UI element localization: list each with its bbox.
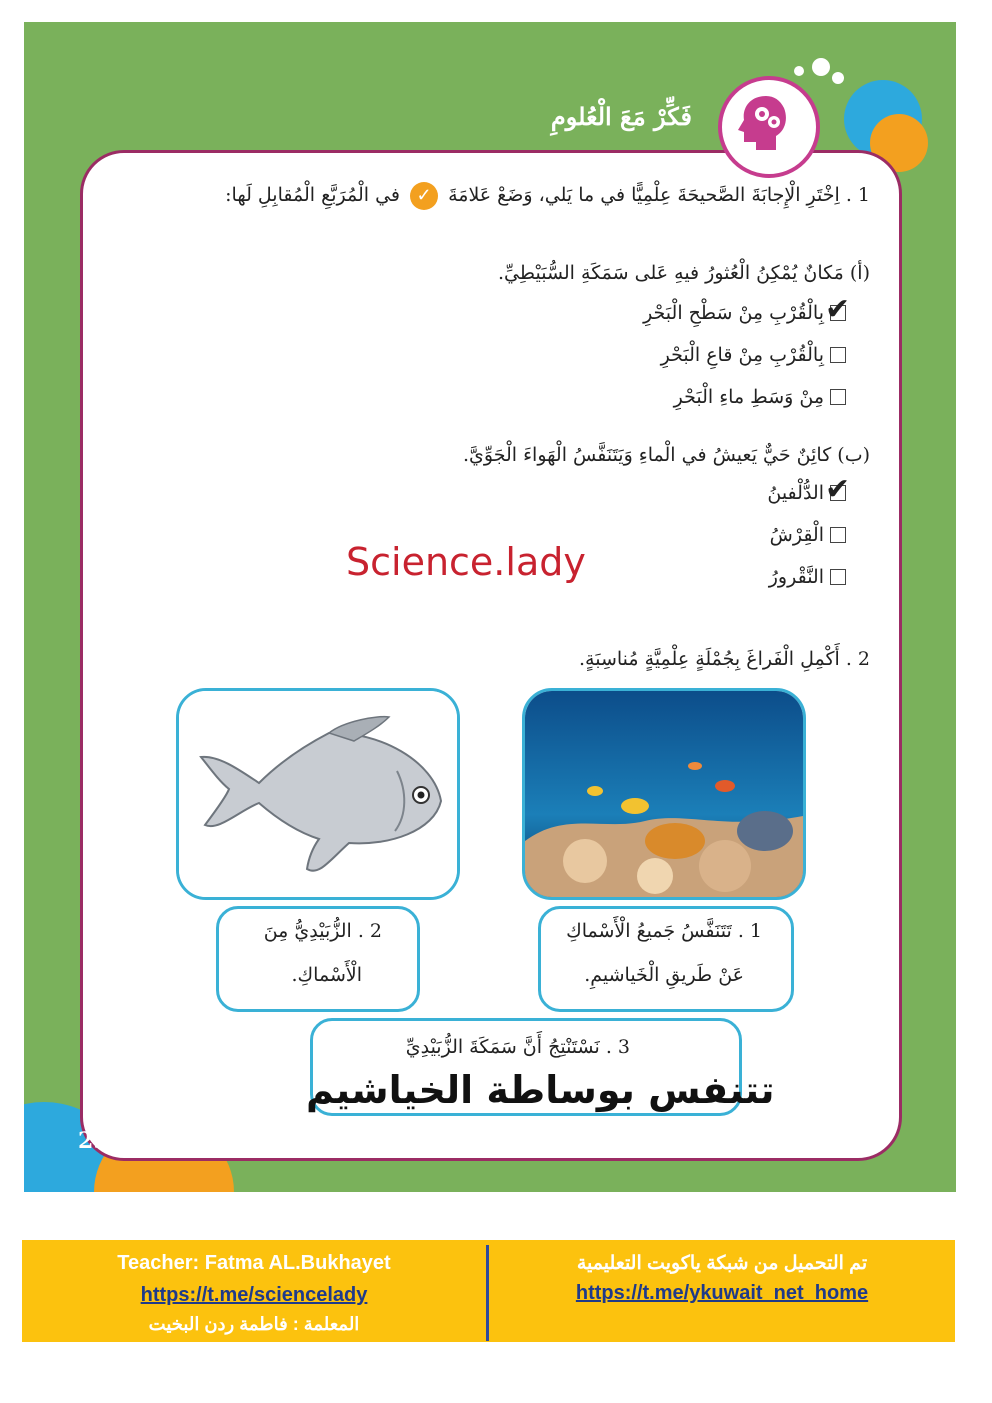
handwritten-check-icon: ✔ (825, 292, 851, 327)
answer-box-1-line1: 1 . تَتَنَفَّسُ جَميعُ الْأَسْماكِ (566, 920, 762, 942)
q1a-option-3[interactable] (674, 386, 846, 408)
checkbox[interactable] (830, 569, 846, 585)
option-label: مِنْ وَسَطِ ماءِ الْبَحْرِ (673, 386, 824, 408)
answer-box-2-line1: 2 . الزُّبَيْدِيُّ مِنَ (263, 920, 382, 942)
q2-prompt: 2 . أَكْمِلِ الْفَراغَ بِجُمْلَةٍ عِلْمِيَّةٍ مُناسِبَةٍ. (579, 648, 870, 670)
checkbox[interactable] (830, 389, 846, 405)
pomfret-fish-photo (176, 688, 460, 900)
teacher-telegram-link[interactable]: https://t.me/sciencelady (140, 1284, 368, 1306)
page-number: 25 (78, 1128, 109, 1154)
deco-bubble-white-1 (812, 58, 830, 76)
reef-fish-icon (525, 691, 803, 897)
q1b-option-3[interactable] (769, 566, 846, 588)
ykuwait-telegram-link[interactable]: https://t.me/ykuwait_net_home (575, 1282, 869, 1304)
q1-prompt-part2: في الْمُرَبَّعِ الْمُقابِلِ لَها: (225, 184, 400, 206)
deco-bubble-white-3 (794, 66, 804, 76)
download-source-text: تم التحميل من شبكة ياكويت التعليمية (576, 1253, 868, 1274)
option-label: بِالْقُرْبِ مِنْ سَطْحِ الْبَحْرِ (643, 302, 824, 324)
checkbox[interactable] (825, 292, 851, 327)
q1a-stem: (أ) مَكانٌ يُمْكِنُ الْعُثورُ فيهِ عَلى سَمَكَةِ السُّبَيْطِيِّ. (498, 262, 870, 284)
answer-box-2-line2: الْأَسْماكِ. (291, 964, 362, 986)
option-label: النَّقْرورُ (768, 566, 824, 588)
option-label: الدُّلْفينُ (767, 482, 824, 504)
check-mark-icon: ✓ (410, 182, 438, 210)
q1b-option-2[interactable] (770, 524, 846, 546)
checkbox[interactable] (830, 347, 846, 363)
handwritten-answer: تتنفس بوساطة الخياشيم (306, 1068, 775, 1112)
handwritten-check-icon: ✔ (825, 472, 851, 507)
teacher-name: Teacher: Fatma AL.Bukhayet (117, 1252, 391, 1274)
q1-prompt-part1: 1 . اِخْتَرِ الْإِجابَةَ الصَّحيحَةَ عِلْمِيًّا في ما يَلي، وَضَعْ عَلامَةَ (448, 184, 870, 206)
option-label: الْقِرْشُ (769, 524, 824, 546)
answer-box-3-prompt: 3 . نَسْتَنْتِجُ أَنَّ سَمَكَةَ الزُّبَيْدِيِّ (405, 1036, 630, 1058)
q1b-stem: (ب) كائِنٌ حَيٌّ يَعيشُ في الْماءِ وَيَتَنَفَّسُ الْهَواءَ الْجَوِّيَّ. (463, 444, 870, 466)
teacher-name-arabic: المعلمة : فاطمة ردن البخيت (148, 1314, 360, 1334)
checkbox[interactable] (830, 527, 846, 543)
option-label: بِالْقُرْبِ مِنْ قاعِ الْبَحْرِ (660, 344, 824, 366)
coral-reef-photo (522, 688, 806, 900)
fish-icon (179, 691, 457, 897)
q1a-option-1[interactable] (643, 292, 851, 327)
q1a-option-2[interactable] (661, 344, 846, 366)
answer-box-1-line2: عَنْ طَريقِ الْخَياشيمِ. (584, 964, 744, 986)
q1b-option-1[interactable] (767, 472, 851, 507)
thinking-head-icon (732, 90, 796, 154)
deco-bubble-white-2 (832, 72, 844, 84)
q1-prompt (170, 182, 870, 210)
checkbox[interactable] (825, 472, 851, 507)
section-title: فَكِّرْ مَعَ الْعُلومِ (550, 102, 692, 131)
watermark: Science.lady (346, 540, 586, 584)
